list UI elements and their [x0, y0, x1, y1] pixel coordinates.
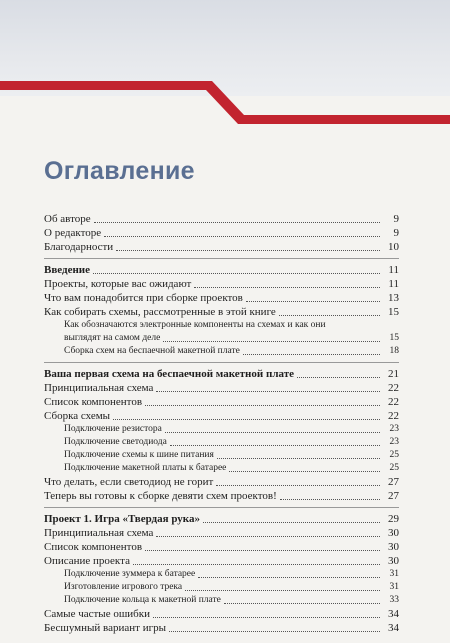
toc-page-number: 21 [388, 368, 399, 380]
toc-entry[interactable] [44, 226, 399, 240]
toc-subentry[interactable] [44, 568, 399, 581]
dot-leader [93, 273, 380, 274]
toc-entry[interactable] [44, 381, 399, 395]
toc-entry-title: Проект 1. Игра «Твердая рука» [44, 513, 200, 525]
dot-leader [280, 499, 380, 500]
toc-subentry[interactable] [44, 594, 399, 607]
toc-subentry[interactable] [44, 581, 399, 594]
toc-entry-title: Описание проекта [44, 555, 130, 567]
toc-page-number: 27 [388, 490, 399, 502]
toc-entry-title: Благодарности [44, 241, 114, 253]
dot-leader [185, 590, 380, 591]
toc-page-number: 22 [388, 396, 399, 408]
dot-leader [198, 577, 380, 578]
dot-leader [297, 377, 380, 378]
toc-entry-title: Изготовление игрового трека [64, 582, 183, 592]
toc-page-number: 25 [389, 450, 399, 460]
toc-entry[interactable] [44, 512, 399, 526]
toc-entry-title: Самые частые ошибки [44, 608, 151, 620]
toc-page-number: 31 [389, 582, 399, 592]
toc-page-number: 11 [388, 264, 399, 276]
dot-leader [203, 522, 380, 523]
dot-leader [156, 391, 380, 392]
dot-leader [145, 550, 380, 551]
toc-page-number: 30 [388, 527, 399, 539]
dot-leader [145, 405, 380, 406]
toc-entry[interactable] [44, 621, 399, 635]
toc-entry[interactable] [44, 489, 399, 503]
dot-leader [169, 631, 380, 632]
dot-leader [94, 222, 380, 223]
toc-entry[interactable] [44, 475, 399, 489]
toc-entry-title: Подключение кольца к макетной плате [64, 595, 221, 605]
toc-entry[interactable] [44, 367, 399, 381]
toc-page-number: 15 [388, 306, 399, 318]
toc-entry-title: выглядят на самом деле [64, 333, 161, 343]
toc-entry[interactable] [44, 212, 399, 226]
toc-entry-title: Список компонентов [44, 541, 143, 553]
toc-entry[interactable] [44, 395, 399, 409]
red-stripe-decoration [0, 80, 450, 125]
toc-page-number: 30 [388, 541, 399, 553]
toc-subentry[interactable] [44, 423, 399, 436]
dot-leader [170, 445, 380, 446]
dot-leader [217, 458, 380, 459]
toc-entry[interactable] [44, 554, 399, 568]
toc-page-number: 23 [389, 437, 399, 447]
dot-leader [224, 603, 380, 604]
toc-page-number: 22 [388, 382, 399, 394]
toc-page-number: 31 [389, 569, 399, 579]
toc-entry-title: О редакторе [44, 227, 102, 239]
toc-page-number: 9 [393, 213, 399, 225]
toc-page-number: 18 [389, 346, 399, 356]
toc-subentry[interactable] [44, 449, 399, 462]
toc-entry[interactable] [44, 409, 399, 423]
toc-page-number: 10 [388, 241, 399, 253]
toc-entry-title: Подключение макетной платы к батарее [64, 463, 227, 473]
toc-page-number: 34 [388, 622, 399, 634]
dot-leader [194, 287, 380, 288]
dot-leader [229, 471, 380, 472]
page-title: Оглавление [44, 157, 195, 185]
section-divider [44, 258, 399, 259]
toc-entry-title: Подключение зуммера к батарее [64, 569, 196, 579]
dot-leader [153, 617, 380, 618]
toc-page-number: 9 [393, 227, 399, 239]
dot-leader [113, 419, 380, 420]
dot-leader [243, 354, 380, 355]
toc-entry-title: Как собирать схемы, рассмотренные в этой книге [44, 306, 276, 318]
toc-entry-title: Принципиальная схема [44, 527, 154, 539]
toc-entry-title: Бесшумный вариант игры [44, 622, 166, 634]
toc-entry-title: Как обозначаются электронные компоненты на схемах и как они [64, 320, 326, 330]
toc-page-number: 30 [388, 555, 399, 567]
dot-leader [156, 536, 380, 537]
table-of-contents [44, 212, 399, 635]
toc-page-number: 13 [388, 292, 399, 304]
dot-leader [279, 315, 380, 316]
dot-leader [104, 236, 380, 237]
toc-entry-title: Сборка схемы [44, 410, 111, 422]
toc-page-number: 11 [388, 278, 399, 290]
toc-subentry[interactable] [44, 436, 399, 449]
dot-leader [165, 432, 380, 433]
toc-page-number: 15 [389, 333, 399, 343]
toc-page-number: 27 [388, 476, 399, 488]
toc-entry-title: Принципиальная схема [44, 382, 154, 394]
toc-entry[interactable] [44, 277, 399, 291]
toc-entry-title: Теперь вы готовы к сборке девяти схем проектов! [44, 490, 277, 502]
toc-page-number: 22 [388, 410, 399, 422]
toc-entry[interactable] [44, 305, 399, 319]
toc-entry[interactable] [44, 240, 399, 254]
toc-entry[interactable] [44, 540, 399, 554]
toc-entry[interactable] [44, 263, 399, 277]
toc-subentry[interactable] [44, 332, 399, 345]
toc-entry-title: Ваша первая схема на беспаечной макетной плате [44, 368, 294, 380]
toc-entry[interactable] [44, 607, 399, 621]
toc-entry-title: Введение [44, 264, 91, 276]
toc-entry-title: Список компонентов [44, 396, 143, 408]
dot-leader [246, 301, 380, 302]
dot-leader [133, 564, 380, 565]
toc-page-number: 34 [388, 608, 399, 620]
toc-entry-title: Подключение светодиода [64, 437, 167, 447]
toc-entry-title: Сборка схем на беспаечной макетной плате [64, 346, 240, 356]
toc-page-number: 29 [388, 513, 399, 525]
section-divider [44, 507, 399, 508]
dot-leader [163, 341, 380, 342]
toc-entry[interactable] [44, 526, 399, 540]
toc-subentry[interactable] [44, 345, 399, 358]
toc-entry-title: Об авторе [44, 213, 91, 225]
toc-page-number: 33 [389, 595, 399, 605]
toc-page-number: 23 [389, 424, 399, 434]
toc-entry-title: Что вам понадобится при сборке проектов [44, 292, 243, 304]
toc-subentry[interactable] [44, 319, 399, 332]
toc-entry-title: Проекты, которые вас ожидают [44, 278, 192, 290]
toc-entry-title: Подключение резистора [64, 424, 162, 434]
toc-entry-title: Подключение схемы к шине питания [64, 450, 214, 460]
toc-page-number: 25 [389, 463, 399, 473]
section-divider [44, 362, 399, 363]
dot-leader [116, 250, 380, 251]
dot-leader [216, 485, 380, 486]
toc-subentry[interactable] [44, 462, 399, 475]
toc-entry-title: Что делать, если светодиод не горит [44, 476, 214, 488]
toc-entry[interactable] [44, 291, 399, 305]
